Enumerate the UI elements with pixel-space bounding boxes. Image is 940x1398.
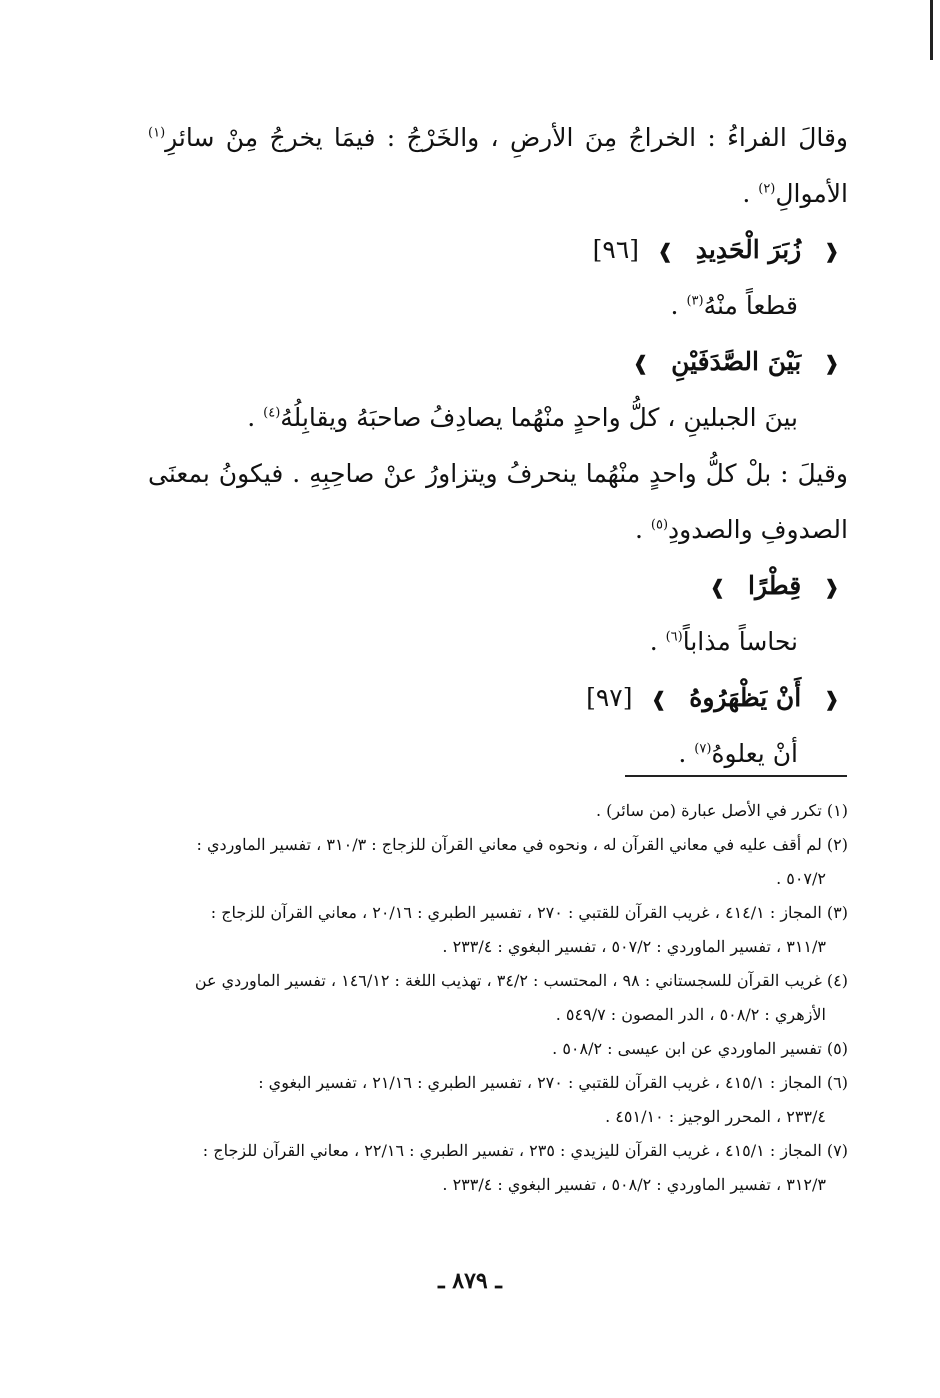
footnote-number: (٤) (826, 971, 848, 990)
footnote-ref-5[interactable]: (٥) (650, 517, 669, 533)
footnote-text-cont: ٥٠٧/٢ . (776, 869, 826, 888)
footnote-text: المجاز : ٤١٥/١ ، غريب القرآن لليزيدي : ٢٣٥ ، تفسير الطبري : ٢٢/١٦ ، معاني القرآن للزجاج : (202, 1141, 822, 1160)
gloss-3-line-2: الصدوفِ والصدودِ$^{(٥)}$ . (635, 515, 848, 544)
gloss-1: قطعاً منْهُ$^{(٣)}$ . (670, 291, 798, 320)
footnote-ref-4[interactable]: (٤) (263, 405, 281, 421)
quran-word: أَنْ يَظْهَرُوهُ (689, 683, 802, 712)
quran-phrase-1 (148, 222, 848, 278)
quran-phrase-4 (148, 670, 848, 726)
footnote-number: (٣) (826, 903, 848, 922)
footnote-ref-6[interactable]: (٦) (665, 629, 683, 645)
verse-number: [٩٦] (592, 235, 640, 264)
footnote-text-cont: ٣١٢/٣ ، تفسير الماوردي : ٥٠٨/٢ ، تفسير البغوي : ٢٣٣/٤ . (442, 1175, 826, 1194)
footnote-text: تكرر في الأصل عبارة (من سائر) . (595, 801, 822, 820)
footnote-4 (148, 964, 848, 1032)
footnote-ref-7[interactable]: (٧) (694, 741, 712, 757)
footnote-number: (١) (826, 801, 848, 820)
gloss-3-line-1: وقيلَ : بلْ كلُّ واحدٍ منْهُما ينحرفُ ويتزاورُ عنْ صاحِبِهِ . فيكونُ بمعنَى (148, 459, 848, 488)
ornate-bracket-open: ❰ (823, 239, 840, 263)
footnote-2 (148, 828, 848, 896)
footnote-number: (٥) (826, 1039, 848, 1058)
ornate-bracket-open: ❰ (823, 575, 840, 599)
footnotes (148, 794, 848, 1202)
page-number: ـ ٨٧٩ ـ (438, 1268, 502, 1294)
ornate-bracket-close: ❱ (650, 687, 668, 711)
gloss-5: أنْ يعلوهُ$^{(٧)}$ . (678, 739, 798, 768)
footnote-text: المجاز : ٤١٥/١ ، غريب القرآن للقتبي : ٢٧٠ ، تفسير الطبري : ٢١/١٦ ، تفسير البغوي : (258, 1073, 822, 1092)
footnote-7 (148, 1134, 848, 1202)
footnote-text: لم أقف عليه في معاني القرآن له ، ونحوه في معاني القرآن للزجاج : ٣١٠/٣ ، تفسير الماوردي : (196, 835, 822, 854)
quran-word: قِطْرًا (748, 571, 802, 600)
footnote-ref-2[interactable]: (٢) (758, 181, 776, 197)
ornate-bracket-close: ❱ (709, 575, 727, 599)
ornate-bracket-close: ❱ (657, 239, 674, 263)
footnote-text-cont: الأزهري : ٥٠٨/٢ ، الدر المصون : ٥٤٩/٧ . (555, 1005, 826, 1024)
quran-phrase-2 (148, 334, 848, 390)
paragraph-1-line-1: وقالَ الفراءُ : الخراجُ مِنَ الأرضِ ، والخَرْجُ : فيمَا يخرجُ مِنْ سائرِ$^{(١)}$ (148, 123, 848, 152)
gloss-4: نحاساً مذاباً$^{(٦)}$ . (649, 627, 798, 656)
footnote-5 (148, 1032, 848, 1066)
footnote-text-cont: ٣١١/٣ ، تفسير الماوردي : ٥٠٧/٢ ، تفسير البغوي : ٢٣٣/٤ . (442, 937, 826, 956)
footnote-text: المجاز : ٤١٤/١ ، غريب القرآن للقتبي : ٢٧٠ ، تفسير الطبري : ٢٠/١٦ ، معاني القرآن للزجاج : (210, 903, 822, 922)
ornate-bracket-open: ❰ (823, 351, 840, 375)
ornate-bracket-open: ❰ (823, 687, 840, 711)
main-text (148, 110, 848, 782)
footnote-1 (148, 794, 848, 828)
footnote-number: (٦) (826, 1073, 848, 1092)
footnote-text-cont: ٢٣٣/٤ ، المحرر الوجيز : ٤٥١/١٠ . (605, 1107, 826, 1126)
footnote-text: غريب القرآن للسجستاني : ٩٨ ، المحتسب : ٣٤/٢ ، تهذيب اللغة : ١٤٦/١٢ ، تفسير الماوردي عن (194, 971, 822, 990)
footnote-text: تفسير الماوردي عن ابن عيسى : ٥٠٨/٢ . (552, 1039, 822, 1058)
footnote-number: (٧) (826, 1141, 848, 1160)
quran-word: زُبَرَ الْحَدِيدِ (695, 235, 802, 264)
quran-word: بَيْنَ الصَّدَفَيْنِ (671, 347, 802, 376)
scan-edge-line (930, 0, 933, 60)
verse-number: [٩٧] (586, 683, 633, 712)
footnote-ref-3[interactable]: (٣) (686, 293, 704, 309)
quran-phrase-3 (148, 558, 848, 614)
footnote-number: (٢) (826, 835, 848, 854)
gloss-2: بينَ الجبلينِ ، كلُّ واحدٍ منْهُما يصادِفُ صاحبَهُ ويقابِلُهُ$^{(٤)}$ . (247, 403, 798, 432)
ornate-bracket-close: ❱ (632, 351, 650, 375)
footnote-ref-1[interactable]: (١) (148, 125, 166, 141)
footnote-separator (625, 775, 847, 777)
footnote-6 (148, 1066, 848, 1134)
paragraph-1-line-2: الأموالِ$^{(٢)}$ . (742, 179, 848, 208)
footnote-3 (148, 896, 848, 964)
